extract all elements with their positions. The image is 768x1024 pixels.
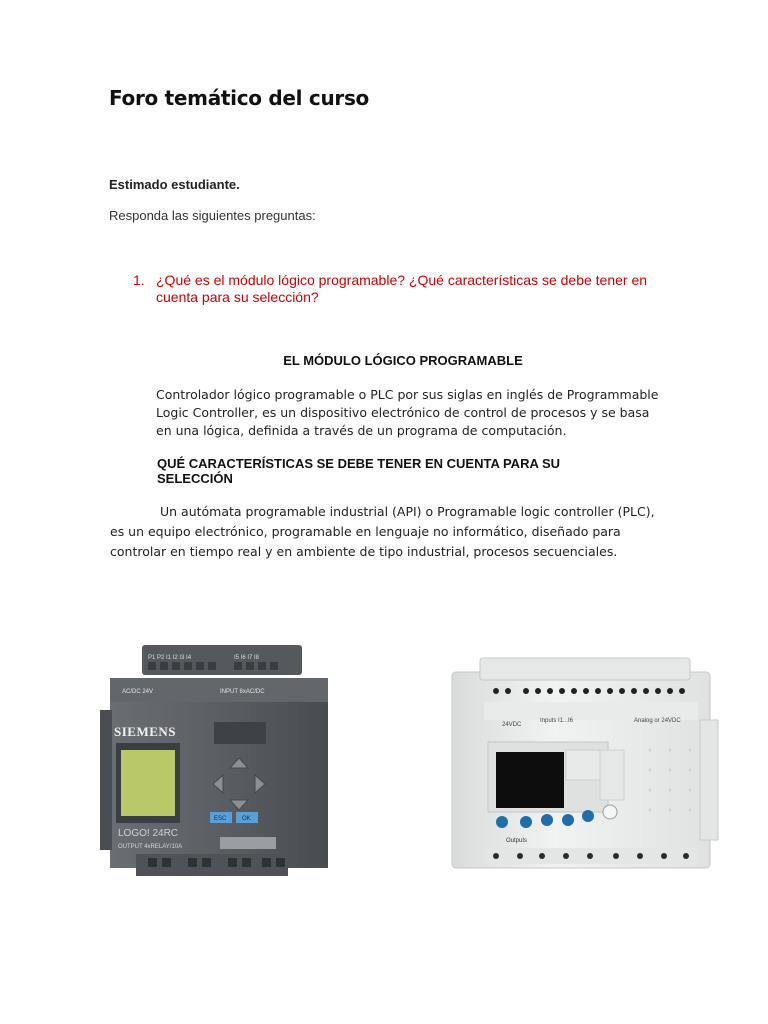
definition-paragraph: Controlador lógico programable o PLC por sus siglas en inglés de Programmable Logic Controller, es un dispositivo electrónico de control de procesos y se basa en una lógica, definida a través de un programa de computación. — [156, 387, 659, 438]
section-heading: EL MÓDULO LÓGICO PROGRAMABLE — [283, 353, 523, 368]
page-title: Foro temático del curso — [109, 86, 369, 110]
characteristics-paragraph: Un autómata programable industrial (API) o Programable logic controller (PLC), es un equipo electrónico, programable en lenguaje no informático, diseñado para controlar en tiempo real y en ambiente de tipo industrial, procesos secuenciales. — [110, 504, 655, 559]
compact-analog-label: Analog or 24VDC — [634, 718, 681, 724]
siemens-brand-label: SIEMENS — [114, 724, 177, 739]
greeting-text: Estimado estudiante. — [109, 177, 240, 192]
compact-plc-image — [440, 650, 726, 875]
siemens-lcd-screen — [121, 750, 175, 816]
instruction-text: Responda las siguientes preguntas: — [109, 208, 316, 223]
esc-key-label: ESC — [214, 816, 227, 822]
siemens-model-label: LOGO! 24RC — [118, 828, 179, 839]
compact-voltage-label: 24VDC — [502, 722, 522, 728]
characteristics-heading: QUÉ CARACTERÍSTICAS SE DEBE TENER EN CUENTA PARA SU SELECCIÓN — [157, 456, 561, 486]
question-number: 1. — [133, 272, 145, 288]
compact-lcd-screen — [496, 752, 564, 808]
siemens-output-label: OUTPUT 4xRELAY/10A — [118, 844, 183, 850]
svg-text:P1 P2 I1 I2 I3 I4: P1 P2 I1 I2 I3 I4 — [148, 655, 192, 661]
compact-inputs-label: Inputs I1...I6 — [540, 718, 574, 724]
siemens-power-label: AC/DC 24V — [122, 689, 154, 695]
svg-text:I5 I6 I7 I8: I5 I6 I7 I8 — [234, 655, 260, 661]
compact-outputs-label: Outputs — [506, 838, 528, 844]
question-text: ¿Qué es el módulo lógico programable? ¿Qué características se debe tener en cuenta para su selección? — [156, 272, 648, 305]
siemens-logo-plc-image — [96, 640, 334, 890]
siemens-input-label: INPUT 8xAC/DC — [220, 689, 265, 695]
ok-key-label: OK — [242, 816, 251, 822]
